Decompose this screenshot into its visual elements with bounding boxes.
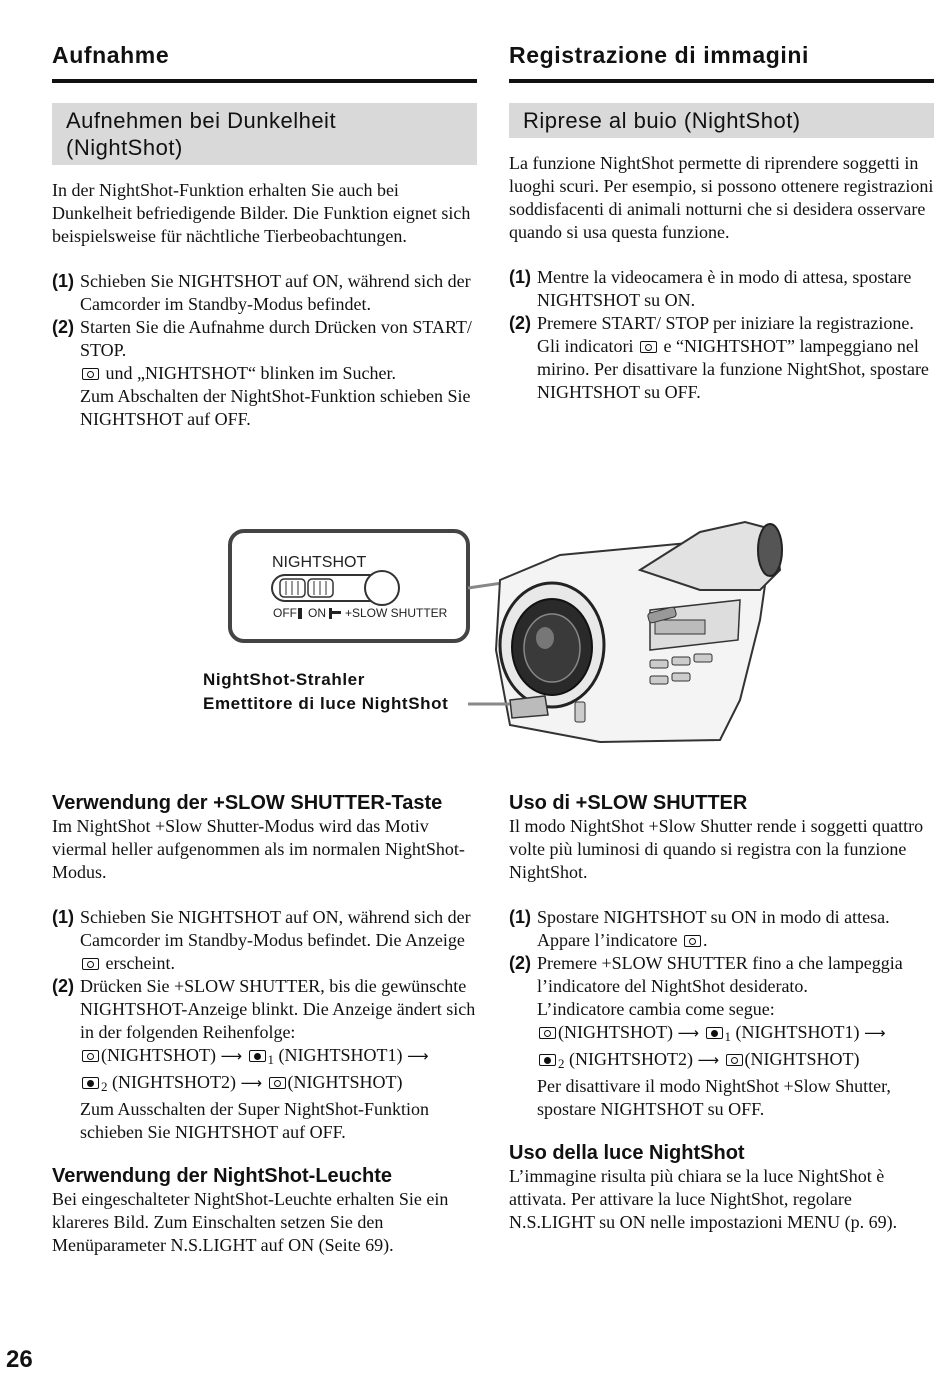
subsection-title: Verwendung der +SLOW SHUTTER-Taste bbox=[52, 792, 443, 814]
sequence-item: (NIGHTSHOT1) bbox=[735, 1022, 860, 1042]
nightshot-icon bbox=[684, 935, 701, 947]
section-title: Aufnahme bbox=[52, 42, 477, 83]
step-number: (2) bbox=[509, 953, 531, 973]
nightshot-icon bbox=[726, 1054, 743, 1066]
step-text: Schieben Sie NIGHTSHOT auf ON, während sich der Camcorder im Standby-Modus befindet. Die Anzeige bbox=[80, 907, 471, 950]
arrow-right-icon: ⟶ bbox=[240, 1074, 262, 1092]
step-item: (1) Spostare NIGHTSHOT su ON in modo di attesa. Appare l’indicatore . bbox=[509, 907, 890, 950]
sequence-item: (NIGHTSHOT) bbox=[101, 1045, 216, 1065]
nightshot-emitter bbox=[510, 696, 548, 718]
step-text: L’indicatore cambia come segue: bbox=[537, 999, 775, 1019]
sequence-item: (NIGHTSHOT1) bbox=[278, 1045, 403, 1065]
heading-box bbox=[52, 103, 477, 165]
nightshot-icon bbox=[82, 1050, 99, 1062]
switch-off-label: OFF bbox=[273, 606, 297, 620]
arrow-right-icon: ⟶ bbox=[406, 1047, 429, 1065]
lens-reflection bbox=[536, 627, 554, 649]
step-item bbox=[52, 316, 477, 431]
switch-knob bbox=[365, 571, 399, 605]
sequence-item: (NIGHTSHOT2) bbox=[112, 1072, 236, 1092]
step-item bbox=[509, 312, 934, 404]
switch-label: NIGHTSHOT bbox=[272, 554, 367, 571]
callout-label-de: NightShot-Strahler bbox=[203, 670, 365, 689]
step-item bbox=[52, 906, 477, 975]
step-number: (1) bbox=[509, 267, 531, 287]
step-text: Per disattivare il modo NightShot +Slow Shutter, spostare NIGHTSHOT su OFF. bbox=[537, 1076, 891, 1119]
switch-on-label: ON bbox=[308, 606, 326, 620]
paragraph: L’immagine risulta più chiara se la luce NightShot è attivata. Per attivare la luce NightShot, regolare N.S.LIGHT su ON nelle impostazioni MENU (p. 69). bbox=[509, 1166, 898, 1232]
side-switch bbox=[575, 702, 585, 722]
heading-line-2: (NightShot) bbox=[66, 135, 183, 160]
sequence-item: (NIGHTSHOT) bbox=[287, 1072, 403, 1092]
switch-slow-label: +SLOW SHUTTER bbox=[345, 606, 448, 620]
eyepiece bbox=[758, 524, 782, 576]
column-left-bottom bbox=[52, 791, 477, 1257]
intro-text: La funzione NightShot permette di riprendere soggetti in luoghi scuri. Per esempio, si possono ottenere registrazioni soddisfacenti di animali notturni che si desidera osservare quando si usa questa funzione. bbox=[509, 153, 934, 242]
subscript: 2 bbox=[558, 1056, 565, 1071]
step-number: (2) bbox=[509, 313, 531, 333]
nightshot-icon bbox=[640, 341, 657, 353]
step-number: (1) bbox=[52, 271, 74, 291]
arrow-right-icon: ⟶ bbox=[863, 1024, 886, 1042]
callout-label-it: Emettitore di luce NightShot bbox=[203, 694, 449, 713]
section-title: Registrazione di immagini bbox=[509, 42, 934, 83]
heading-line-1: Aufnehmen bei Dunkelheit bbox=[66, 108, 337, 133]
nightshot-icon bbox=[82, 368, 99, 380]
arrow-right-icon: ⟶ bbox=[677, 1024, 699, 1042]
paragraph: Im NightShot +Slow Shutter-Modus wird das Motiv viermal heller aufgenommen als im normalen NightShot-Modus. bbox=[52, 816, 465, 882]
step-number: (1) bbox=[52, 907, 74, 927]
arrow-right-icon: ⟶ bbox=[220, 1047, 242, 1065]
heading-box bbox=[509, 103, 934, 138]
step-text: Starten Sie die Aufnahme durch Drücken von START/ STOP. bbox=[80, 317, 472, 360]
step-text: Premere START/ STOP per iniziare la registrazione. bbox=[537, 313, 914, 333]
camcorder-figure bbox=[0, 510, 950, 760]
sequence-item: (NIGHTSHOT) bbox=[558, 1022, 673, 1042]
step-item bbox=[52, 270, 477, 316]
subscript: 1 bbox=[267, 1052, 274, 1067]
intro-text: In der NightShot-Funktion erhalten Sie auch bei Dunkelheit befriedigende Bilder. Die Funktion eignet sich beispielsweise für nächtliche Tierbeobachtungen. bbox=[52, 180, 471, 246]
sequence-item: (NIGHTSHOT2) bbox=[569, 1049, 693, 1069]
step-text: Drücken Sie +SLOW SHUTTER, bis die gewünschte NIGHTSHOT-Anzeige blinkt. Die Anzeige ändert sich in der folgenden Reihenfolge: bbox=[80, 976, 476, 1042]
step-list bbox=[509, 266, 934, 404]
step-text: Spostare NIGHTSHOT su ON in modo di attesa. Appare l’indicatore bbox=[537, 907, 890, 950]
page-number: 26 bbox=[6, 1346, 33, 1373]
step-list bbox=[509, 906, 934, 1121]
step-number: (2) bbox=[52, 317, 74, 337]
heading-line: Riprese al buio (NightShot) bbox=[523, 108, 801, 133]
column-left-top bbox=[52, 42, 477, 431]
step-list bbox=[52, 906, 477, 1144]
step-text: Gli indicatori bbox=[537, 336, 634, 356]
step-item bbox=[52, 975, 477, 1144]
paragraph: Il modo NightShot +Slow Shutter rende i soggetti quattro volte più luminosi di quando si registra con la funzione NightShot. bbox=[509, 816, 924, 882]
step-item bbox=[509, 266, 934, 312]
subsection-title: Uso di +SLOW SHUTTER bbox=[509, 792, 748, 814]
step-number: (1) bbox=[509, 907, 531, 927]
nightshot-icon bbox=[82, 958, 99, 970]
arrow-right-icon: ⟶ bbox=[697, 1051, 719, 1069]
camcorder-illustration bbox=[0, 510, 950, 760]
side-window bbox=[655, 620, 705, 634]
step-list bbox=[52, 270, 477, 431]
lens-glass bbox=[524, 614, 580, 682]
step-text: und „NIGHTSHOT“ blinken im Sucher. bbox=[105, 363, 396, 383]
nightshot-icon bbox=[269, 1077, 286, 1089]
sequence-item: (NIGHTSHOT) bbox=[744, 1049, 860, 1069]
paragraph: Bei eingeschalteter NightShot-Leuchte erhalten Sie ein klareres Bild. Zum Einschalten setzen Sie den Menüparameter N.S.LIGHT auf ON (Seite 69). bbox=[52, 1189, 449, 1255]
nightshot1-icon bbox=[706, 1027, 723, 1039]
subscript: 2 bbox=[101, 1079, 108, 1094]
step-number: (2) bbox=[52, 976, 74, 996]
nightshot2-icon bbox=[82, 1077, 99, 1089]
step-text: erscheint. bbox=[105, 953, 175, 973]
step-text: Zum Ausschalten der Super NightShot-Funktion schieben Sie NIGHTSHOT auf OFF. bbox=[80, 1099, 429, 1142]
step-text: Zum Abschalten der NightShot-Funktion schieben Sie NIGHTSHOT auf OFF. bbox=[80, 386, 471, 429]
column-right-bottom bbox=[509, 791, 934, 1234]
subscript: 1 bbox=[724, 1029, 731, 1044]
step-text: Premere +SLOW SHUTTER fino a che lampeggia l’indicatore del NightShot desiderato. bbox=[537, 953, 903, 996]
subsection-title: Verwendung der NightShot-Leuchte bbox=[52, 1165, 393, 1187]
nightshot1-icon bbox=[249, 1050, 266, 1062]
step-item bbox=[509, 952, 934, 1121]
column-right-top bbox=[509, 42, 934, 404]
subsection-title: Uso della luce NightShot bbox=[509, 1142, 745, 1164]
nightshot-icon bbox=[539, 1027, 556, 1039]
nightshot2-icon bbox=[539, 1054, 556, 1066]
step-text: e “NIGHTSHOT” lampeggiano nel mirino. Per disattivare la funzione NightShot, spostare NIGHTSHOT su OFF. bbox=[537, 336, 929, 402]
step-text: Mentre la videocamera è in modo di attesa, spostare NIGHTSHOT su ON. bbox=[537, 267, 912, 310]
step-text: Schieben Sie NIGHTSHOT auf ON, während sich der Camcorder im Standby-Modus befindet. bbox=[80, 271, 471, 314]
